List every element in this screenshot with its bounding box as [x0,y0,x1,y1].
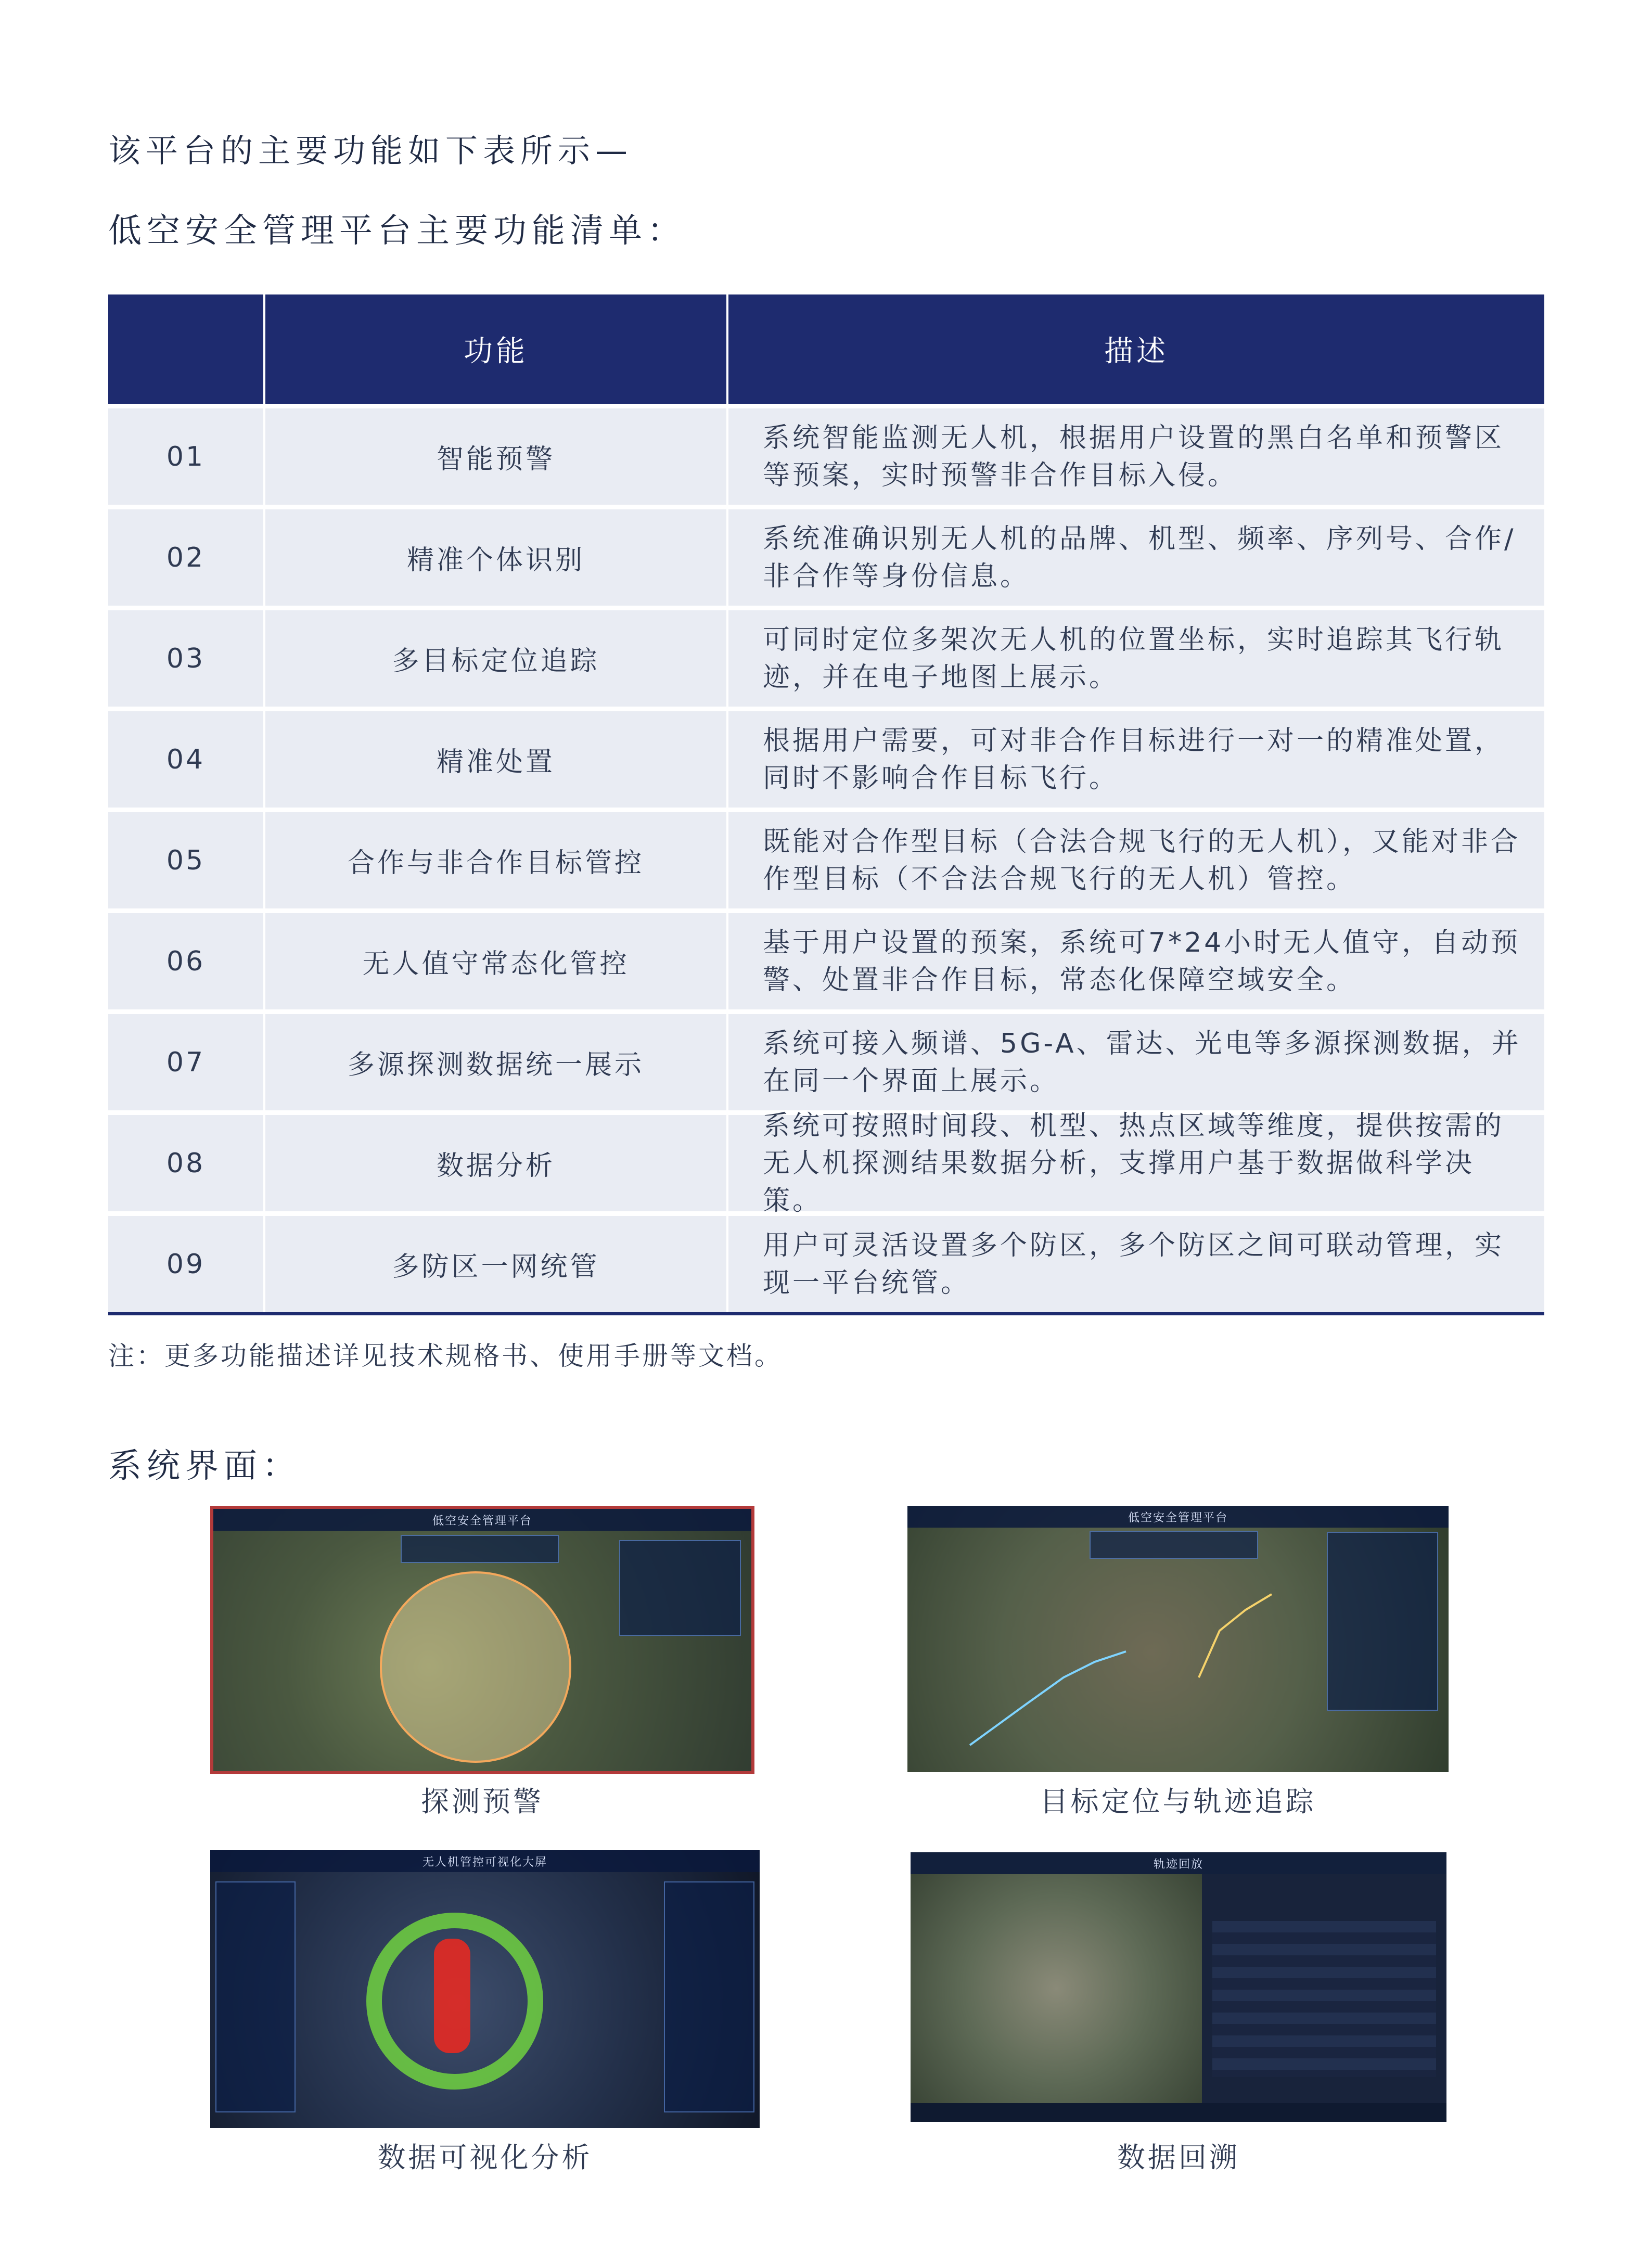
warning-zone-circle [380,1571,571,1763]
caption-target-tracking: 目标定位与轨迹追踪 [1040,1785,1316,1818]
row-function: 无人值守常态化管控 [265,913,728,1009]
screenshot-detection-warning [210,1506,754,1774]
table-row [108,408,1544,505]
screenshot-data-visualization [210,1850,760,2128]
list-title: 低空安全管理平台主要功能清单： [108,212,686,250]
row-description: 系统可按照时间段、机型、热点区域等维度，提供按需的无人机探测结果数据分析，支撑用户基于数据做科学决策。 [763,1110,1505,1216]
table-row [108,1014,1544,1110]
row-no: 07 [108,1014,265,1110]
row-no: 02 [108,509,265,606]
table-row [108,711,1544,808]
row-description: 基于用户设置的预案，系统可7*24小时无人值守，自动预警、处置非合作目标，常态化保障空域安全。 [763,927,1521,996]
header-description: 描述 [1104,335,1169,368]
screen-topbar: 无人机管控可视化大屏 [210,1850,760,1872]
track-lines [907,1506,1449,1772]
row-description: 根据用户需要，可对非合作目标进行一对一的精准处置，同时不影响合作目标飞行。 [763,725,1505,794]
row-function: 合作与非合作目标管控 [265,812,728,908]
row-function: 精准个体识别 [265,509,728,606]
function-table [108,294,1544,1315]
row-function: 数据分析 [265,1115,728,1211]
record-table-panel [1202,1874,1446,2103]
caption-detection-warning: 探测预警 [421,1785,544,1818]
caption-data-playback: 数据回溯 [1117,2141,1240,2174]
table-row [108,812,1544,908]
row-function: 多防区一网统管 [265,1216,728,1312]
table-header [108,294,1544,404]
stats-panel [401,1535,559,1563]
caption-data-visualization: 数据可视化分析 [377,2141,593,2174]
right-panel [664,1881,754,2112]
row-description: 既能对合作型目标（合法合规飞行的无人机），又能对非合作型目标（不合法合规飞行的无人机）管控。 [763,826,1521,895]
row-no: 05 [108,812,265,908]
heatmap-hotspot [434,1939,470,2053]
row-no: 08 [108,1115,265,1211]
row-description: 系统准确识别无人机的品牌、机型、频率、序列号、合作/非合作等身份信息。 [763,523,1516,592]
row-description: 系统可接入频谱、5G-A、雷达、光电等多源探测数据，并在同一个界面上展示。 [763,1028,1521,1097]
intro-text: 该平台的主要功能如下表所示— [108,132,633,170]
screen-topbar: 低空安全管理平台 [907,1506,1449,1528]
row-no: 06 [108,913,265,1009]
screen-topbar: 低空安全管理平台 [213,1509,751,1531]
ui-section-title: 系统界面： [108,1447,301,1485]
row-description: 可同时定位多架次无人机的位置坐标，实时追踪其飞行轨迹，并在电子地图上展示。 [763,624,1505,693]
table-row [108,610,1544,707]
playback-bar [911,2103,1446,2122]
row-no: 03 [108,610,265,707]
row-function: 多目标定位追踪 [265,610,728,707]
table-row [108,1110,1544,1216]
footnote: 注：更多功能描述详见技术规格书、使用手册等文档。 [108,1341,783,1371]
row-function: 智能预警 [265,408,728,505]
row-no: 01 [108,408,265,505]
row-function: 多源探测数据统一展示 [265,1014,728,1110]
row-description: 用户可灵活设置多个防区，多个防区之间可联动管理，实现一平台统管。 [763,1229,1505,1299]
table-row [108,1216,1544,1312]
header-no [108,294,265,404]
row-description: 系统智能监测无人机，根据用户设置的黑白名单和预警区等预案，实时预警非合作目标入侵。 [763,422,1505,491]
screenshot-data-playback [911,1852,1446,2122]
screenshot-target-tracking [907,1506,1449,1772]
stats-panel [215,1881,296,2112]
header-function: 功能 [265,294,728,404]
table-row [108,509,1544,606]
row-function: 精准处置 [265,711,728,808]
row-no: 04 [108,711,265,808]
table-row [108,913,1544,1009]
side-panel [619,1540,741,1636]
screen-topbar: 轨迹回放 [911,1852,1446,1874]
map-area [911,1874,1202,2103]
row-no: 09 [108,1216,265,1312]
